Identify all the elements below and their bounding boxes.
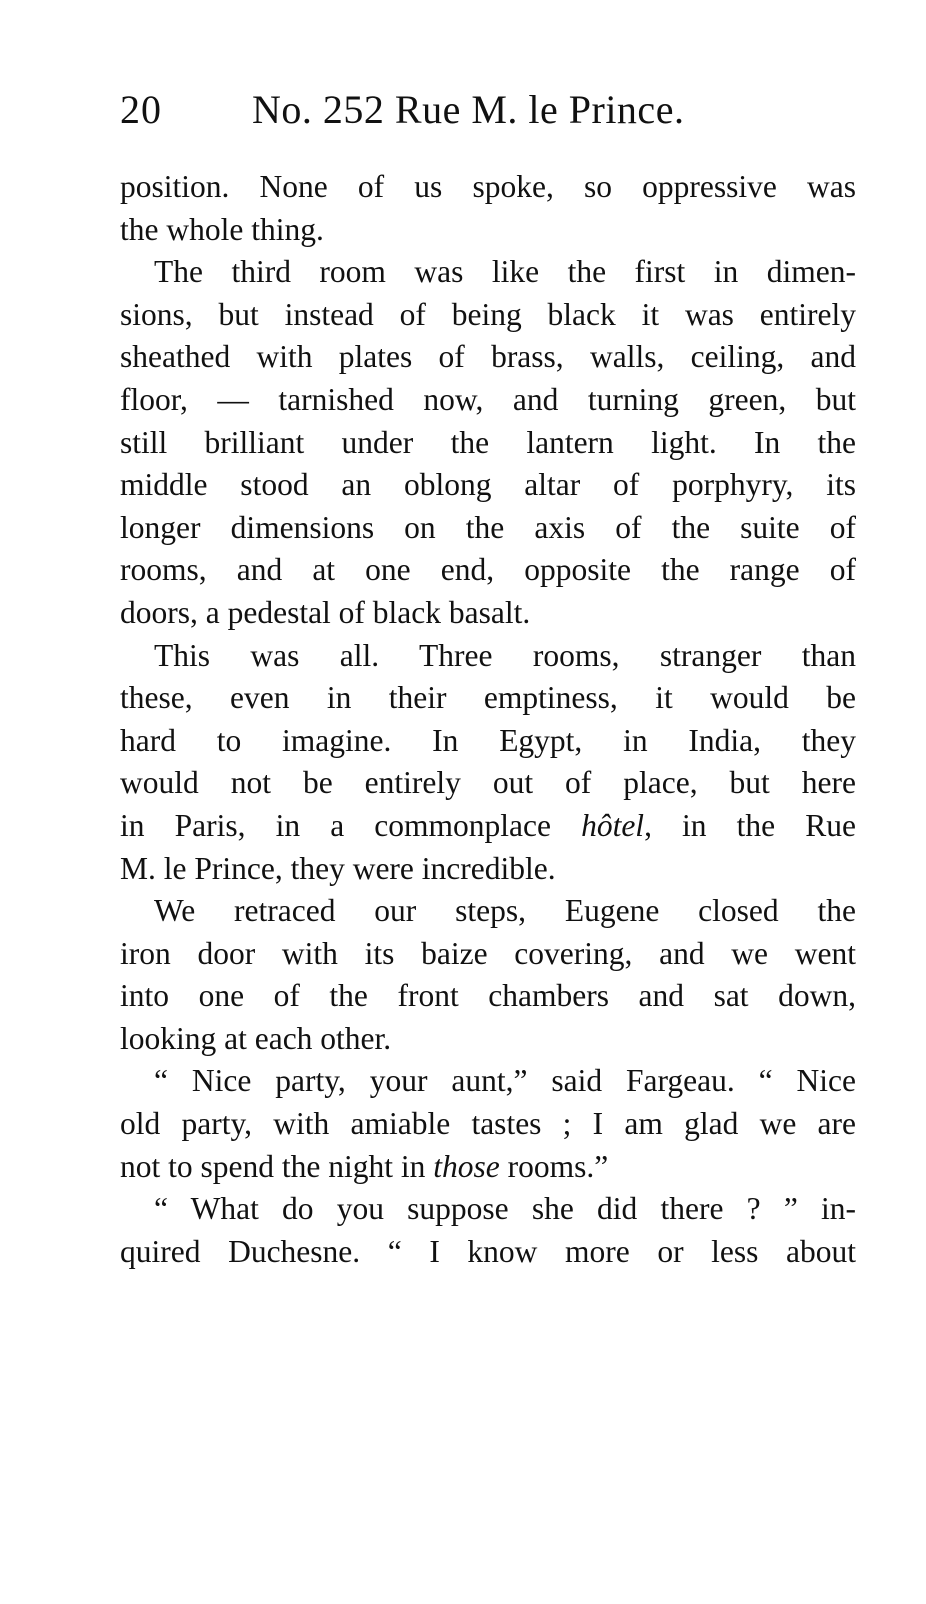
text-run: not to spend the night in <box>120 1148 434 1184</box>
running-header <box>120 84 856 136</box>
paragraph <box>120 1188 856 1273</box>
text-line <box>120 1146 856 1189</box>
text-line: sheathed with plates of brass, walls, ceiling, and <box>120 339 856 375</box>
text-line: doors, a pedestal of black basalt. <box>120 594 531 630</box>
body-text <box>120 166 856 1273</box>
text-line: into one of the front chambers and sat down, <box>120 978 856 1014</box>
text-line <box>120 805 856 848</box>
text-line: old party, with amiable tastes ; I am glad we are <box>120 1106 856 1142</box>
text-line: We retraced our steps, Eugene closed the <box>154 893 856 929</box>
text-line: still brilliant under the lantern light. In the <box>120 424 856 460</box>
text-line: looking at each other. <box>120 1020 392 1056</box>
paragraph <box>120 166 856 251</box>
text-line: floor, — tarnished now, and turning green, but <box>120 381 856 417</box>
text-line: The third room was like the first in dimen- <box>154 254 856 290</box>
text-line: quired Duchesne. “ I know more or less about <box>120 1233 856 1269</box>
text-line: would not be entirely out of place, but here <box>120 765 856 801</box>
text-line: This was all. Three rooms, stranger than <box>154 637 856 673</box>
text-line: “ Nice party, your aunt,” said Fargeau. “ Nice <box>154 1063 856 1099</box>
text-line: “ What do you suppose she did there ? ” in- <box>154 1191 856 1227</box>
text-line: the whole thing. <box>120 211 324 247</box>
text-line: M. le Prince, they were incredible. <box>120 850 556 886</box>
text-line: hard to imagine. In Egypt, in India, they <box>120 722 856 758</box>
text-run: , in the Rue <box>644 807 856 843</box>
paragraph <box>120 1060 856 1188</box>
text-line: rooms, and at one end, opposite the range of <box>120 552 856 588</box>
running-title: No. 252 Rue M. le Prince. <box>252 87 685 132</box>
page-number: 20 <box>120 87 162 132</box>
text-run: rooms.” <box>499 1148 609 1184</box>
text-run: in Paris, in a commonplace <box>120 807 582 843</box>
text-line: these, even in their emptiness, it would be <box>120 680 856 716</box>
text-line: middle stood an oblong altar of porphyry, its <box>120 467 856 503</box>
text-line: position. None of us spoke, so oppressive was <box>120 169 856 204</box>
italic-word: hôtel <box>581 807 645 843</box>
paragraph <box>120 635 856 891</box>
text-line: sions, but instead of being black it was entirely <box>120 296 856 332</box>
paragraph <box>120 890 856 1060</box>
italic-word: those <box>433 1148 500 1184</box>
paragraph <box>120 251 856 634</box>
text-line: iron door with its baize covering, and we went <box>120 935 856 971</box>
text-line: longer dimensions on the axis of the suite of <box>120 509 856 545</box>
